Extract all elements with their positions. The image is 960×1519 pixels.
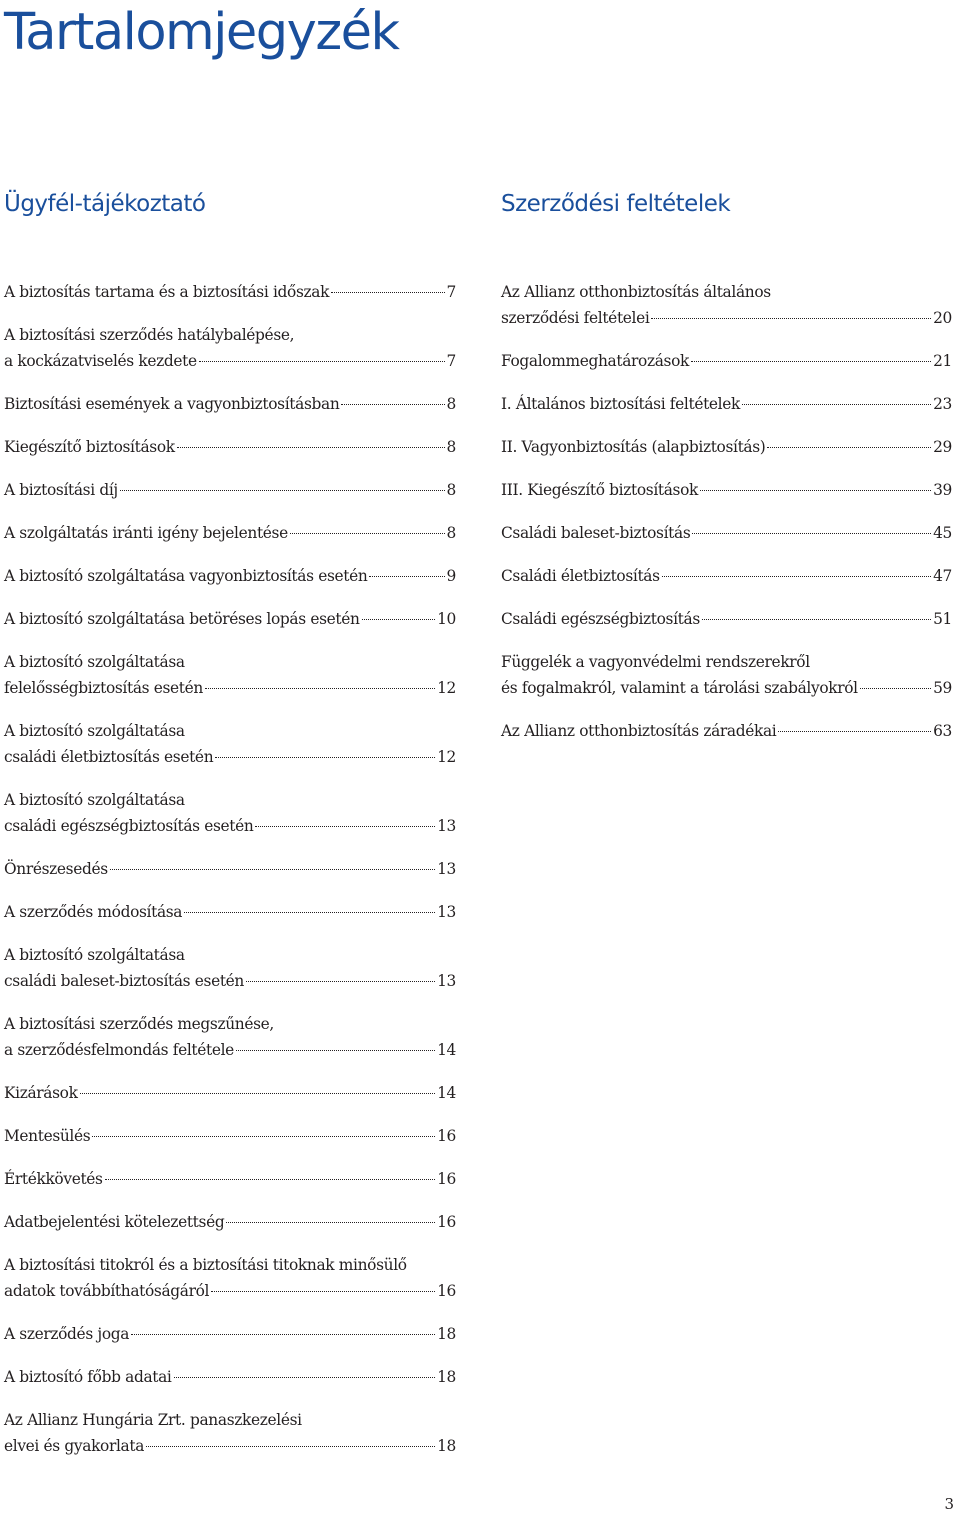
toc-entry[interactable] — [4, 1321, 456, 1347]
toc-entry-page: 29 — [933, 438, 952, 456]
toc-entry[interactable] — [4, 1011, 456, 1063]
toc-entry-title: a kockázatviselés kezdete — [4, 352, 197, 370]
toc-entry-title: Az Allianz otthonbiztosítás záradékai — [501, 722, 777, 740]
toc-entry-page: 23 — [933, 395, 952, 413]
toc-entry-title: Biztosítási események a vagyonbiztosításban — [4, 395, 340, 413]
toc-entry-page: 13 — [437, 817, 456, 835]
toc-entry-page: 9 — [446, 567, 456, 585]
toc-entry-page: 7 — [446, 283, 456, 301]
toc-entry-page: 16 — [437, 1127, 456, 1145]
toc-entry-page: 20 — [933, 309, 952, 327]
right-column-heading: Szerződési feltételek — [501, 191, 731, 217]
toc-entry-page: 10 — [437, 610, 456, 628]
toc-entry[interactable] — [4, 1166, 456, 1192]
dot-leader — [662, 575, 931, 577]
dot-leader — [692, 532, 931, 534]
toc-entry-page: 59 — [933, 679, 952, 697]
toc-entry-page: 13 — [437, 903, 456, 921]
toc-entry-page: 51 — [933, 610, 952, 628]
toc-entry[interactable] — [501, 606, 952, 632]
toc-entry[interactable] — [4, 718, 456, 770]
dot-leader — [92, 1135, 435, 1137]
dot-leader — [226, 1221, 435, 1223]
toc-entry-title: szerződési feltételei — [501, 309, 650, 327]
page-number: 3 — [944, 1495, 954, 1513]
dot-leader — [236, 1049, 435, 1051]
toc-entry-page: 7 — [446, 352, 456, 370]
toc-entry-title: A szolgáltatás iránti igény bejelentése — [4, 524, 288, 542]
dot-leader — [215, 756, 435, 758]
toc-entry-page: 12 — [437, 748, 456, 766]
toc-entry-title: Az Allianz Hungária Zrt. panaszkezelési — [4, 1411, 302, 1429]
toc-entry[interactable] — [4, 1252, 456, 1304]
toc-entry-page: 8 — [446, 438, 456, 456]
toc-entry[interactable] — [501, 563, 952, 589]
toc-entry[interactable] — [4, 477, 456, 503]
dot-leader — [199, 360, 445, 362]
toc-entry-page: 18 — [437, 1437, 456, 1455]
dot-leader — [146, 1445, 435, 1447]
dot-leader — [702, 618, 931, 620]
toc-entry-page: 16 — [437, 1213, 456, 1231]
toc-entry[interactable] — [501, 718, 952, 744]
toc-entry-page: 16 — [437, 1282, 456, 1300]
toc-entry-page: 12 — [437, 679, 456, 697]
toc-entry-page: 39 — [933, 481, 952, 499]
toc-entry-title: felelősségbiztosítás esetén — [4, 679, 203, 697]
dot-leader — [131, 1333, 435, 1335]
dot-leader — [120, 489, 445, 491]
toc-entry-title: és fogalmakról, valamint a tárolási szabályokról — [501, 679, 858, 697]
toc-entry-page: 16 — [437, 1170, 456, 1188]
toc-entry-page: 14 — [437, 1084, 456, 1102]
toc-entry[interactable] — [4, 942, 456, 994]
toc-entry[interactable] — [501, 279, 952, 331]
toc-entry-title: A biztosító szolgáltatása — [4, 791, 185, 809]
toc-entry-title: A biztosítási titokról és a biztosítási titoknak minősülő — [4, 1256, 407, 1274]
toc-entry-title: Az Allianz otthonbiztosítás általános — [501, 283, 771, 301]
left-column-heading: Ügyfél-tájékoztató — [4, 191, 206, 217]
toc-entry-page: 8 — [446, 524, 456, 542]
dot-leader — [742, 403, 931, 405]
toc-entry-page: 13 — [437, 972, 456, 990]
right-toc-list — [501, 279, 952, 744]
toc-entry-title: adatok továbbíthatóságáról — [4, 1282, 210, 1300]
dot-leader — [651, 317, 931, 319]
toc-entry-page: 14 — [437, 1041, 456, 1059]
toc-entry[interactable] — [4, 322, 456, 374]
toc-entry-title: Családi baleset-biztosítás — [501, 524, 691, 542]
dot-leader — [290, 532, 445, 534]
toc-entry[interactable] — [501, 348, 952, 374]
toc-entry[interactable] — [4, 1080, 456, 1106]
toc-entry-title: A szerződés joga — [4, 1325, 130, 1343]
toc-entry[interactable] — [501, 434, 952, 460]
toc-entry-title: II. Vagyonbiztosítás (alapbiztosítás) — [501, 438, 766, 456]
dot-leader — [341, 403, 444, 405]
dot-leader — [177, 446, 445, 448]
left-toc-list — [4, 279, 456, 1459]
dot-leader — [331, 291, 445, 293]
toc-entry-title: Önrészesedés — [4, 860, 108, 878]
toc-entry-title: Kizárások — [4, 1084, 78, 1102]
toc-entry[interactable] — [4, 279, 456, 305]
dot-leader — [362, 618, 436, 620]
toc-entry-page: 18 — [437, 1325, 456, 1343]
toc-entry-page: 8 — [446, 481, 456, 499]
toc-entry-title: elvei és gyakorlata — [4, 1437, 145, 1455]
toc-entry-title: Családi életbiztosítás — [501, 567, 660, 585]
toc-entry[interactable] — [501, 391, 952, 417]
dot-leader — [700, 489, 931, 491]
toc-entry-title: I. Általános biztosítási feltételek — [501, 395, 740, 413]
toc-entry-page: 18 — [437, 1368, 456, 1386]
dot-leader — [778, 730, 931, 732]
toc-entry[interactable] — [4, 1209, 456, 1235]
toc-entry-title: Adatbejelentési kötelezettség — [4, 1213, 225, 1231]
toc-entry[interactable] — [4, 520, 456, 546]
dot-leader — [369, 575, 444, 577]
toc-entry[interactable] — [4, 1123, 456, 1149]
toc-entry-title: Fogalommeghatározások — [501, 352, 689, 370]
toc-entry[interactable] — [4, 856, 456, 882]
toc-entry[interactable] — [501, 649, 952, 701]
dot-leader — [767, 446, 931, 448]
dot-leader — [860, 687, 931, 689]
toc-entry-title: A szerződés módosítása — [4, 903, 183, 921]
toc-entry-title: A biztosító szolgáltatása — [4, 946, 185, 964]
toc-entry[interactable] — [501, 477, 952, 503]
toc-entry[interactable] — [501, 520, 952, 546]
toc-entry-page: 63 — [933, 722, 952, 740]
toc-entry[interactable] — [4, 787, 456, 839]
toc-entry-page: 21 — [933, 352, 952, 370]
dot-leader — [105, 1178, 436, 1180]
toc-entry-title: A biztosító szolgáltatása betöréses lopás esetén — [4, 610, 360, 628]
dot-leader — [691, 360, 931, 362]
dot-leader — [205, 687, 435, 689]
toc-entry-title: A biztosító szolgáltatása vagyonbiztosítás esetén — [4, 567, 368, 585]
toc-entry-page: 47 — [933, 567, 952, 585]
toc-entry-title: A biztosítás tartama és a biztosítási időszak — [4, 283, 330, 301]
toc-entry-title: családi egészségbiztosítás esetén — [4, 817, 254, 835]
dot-leader — [174, 1376, 436, 1378]
toc-entry-title: A biztosító szolgáltatása — [4, 653, 185, 671]
dot-leader — [246, 980, 435, 982]
toc-entry[interactable] — [4, 434, 456, 460]
dot-leader — [110, 868, 435, 870]
toc-entry[interactable] — [4, 563, 456, 589]
toc-entry[interactable] — [4, 606, 456, 632]
toc-entry-title: Családi egészségbiztosítás — [501, 610, 700, 628]
toc-entry-title: III. Kiegészítő biztosítások — [501, 481, 698, 499]
toc-entry-title: a szerződésfelmondás feltétele — [4, 1041, 234, 1059]
page-title: Tartalomjegyzék — [4, 3, 399, 62]
toc-entry[interactable] — [4, 899, 456, 925]
toc-entry-title: Kiegészítő biztosítások — [4, 438, 175, 456]
toc-entry-page: 13 — [437, 860, 456, 878]
toc-entry-title: A biztosítási szerződés megszűnése, — [4, 1015, 274, 1033]
dot-leader — [255, 825, 435, 827]
toc-entry-title: A biztosító szolgáltatása — [4, 722, 185, 740]
dot-leader — [184, 911, 435, 913]
toc-entry-page: 45 — [933, 524, 952, 542]
toc-entry-title: A biztosító főbb adatai — [4, 1368, 172, 1386]
toc-entry-title: Függelék a vagyonvédelmi rendszerekről — [501, 653, 810, 671]
toc-entry[interactable] — [4, 649, 456, 701]
toc-entry-title: A biztosítási díj — [4, 481, 118, 499]
toc-entry[interactable] — [4, 1407, 456, 1459]
toc-entry[interactable] — [4, 1364, 456, 1390]
toc-entry-title: Mentesülés — [4, 1127, 91, 1145]
toc-entry-title: Értékkövetés — [4, 1170, 103, 1188]
dot-leader — [80, 1092, 436, 1094]
toc-entry-title: családi baleset-biztosítás esetén — [4, 972, 244, 990]
toc-entry-page: 8 — [446, 395, 456, 413]
toc-entry-title: családi életbiztosítás esetén — [4, 748, 214, 766]
dot-leader — [211, 1290, 435, 1292]
toc-entry-title: A biztosítási szerződés hatálybalépése, — [4, 326, 295, 344]
toc-entry[interactable] — [4, 391, 456, 417]
